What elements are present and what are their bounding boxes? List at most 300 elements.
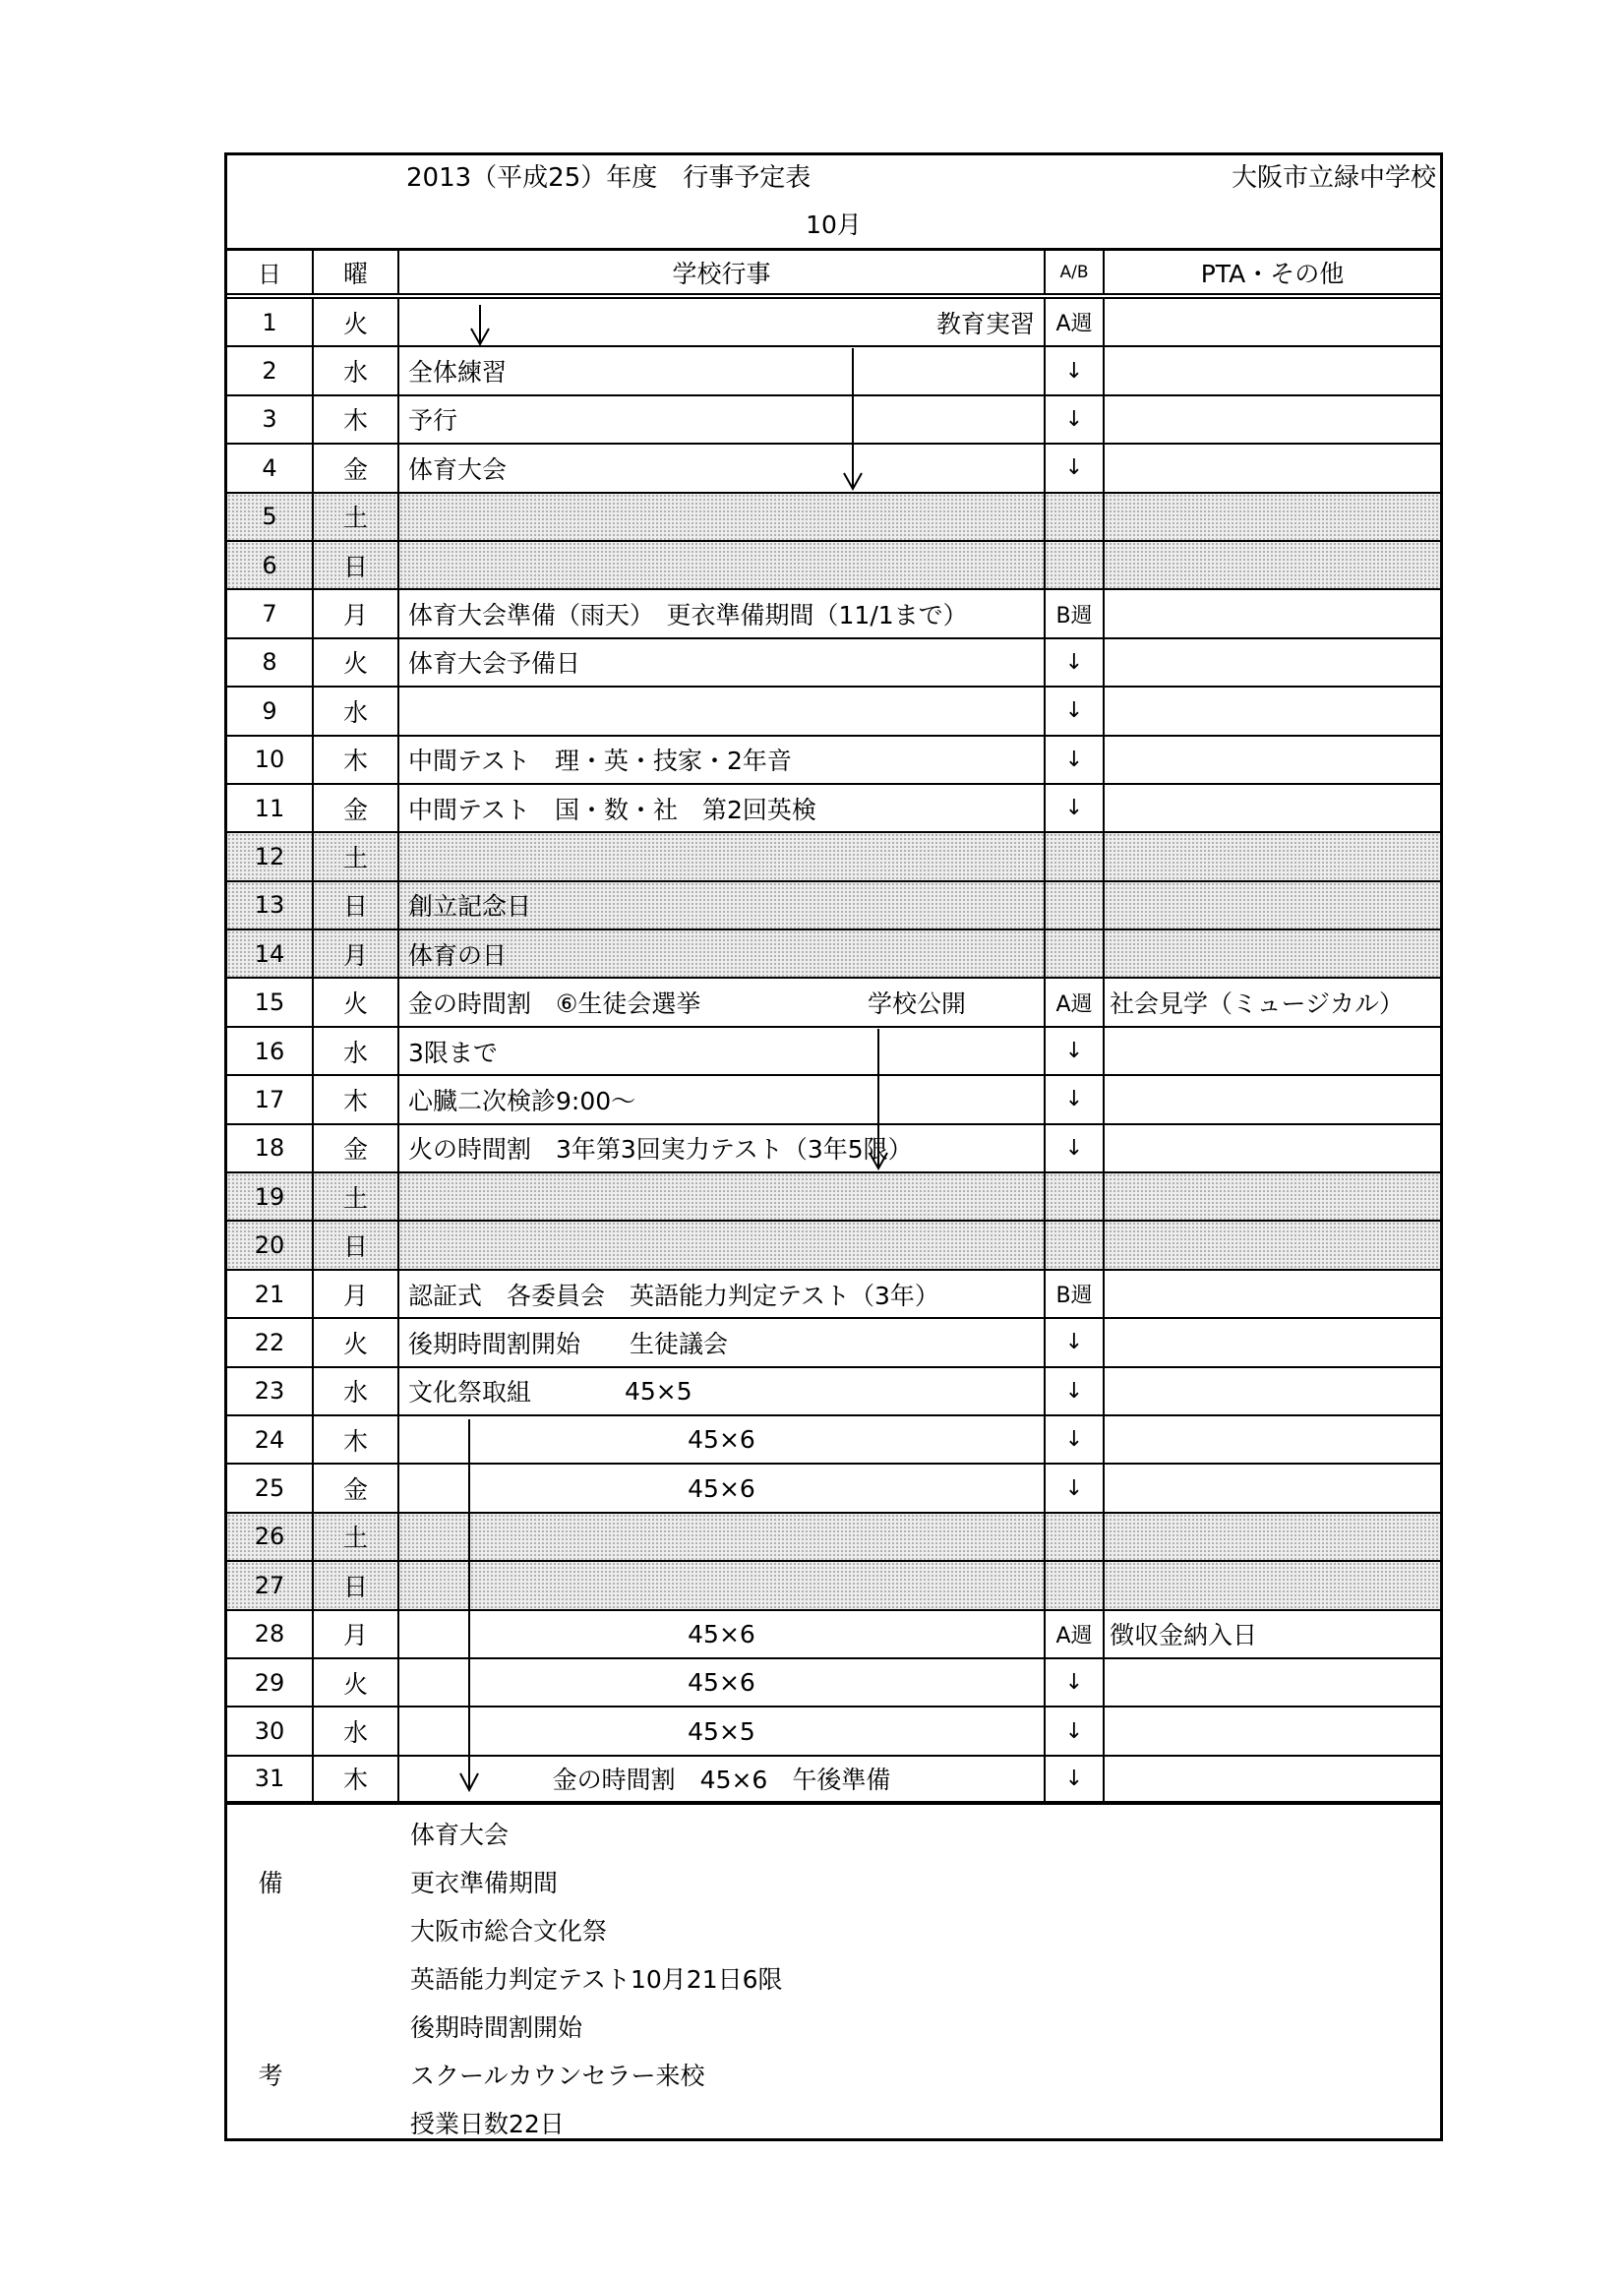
schedule-row bbox=[227, 930, 1440, 979]
schedule-row bbox=[227, 590, 1440, 638]
pta-cell bbox=[1105, 1222, 1440, 1268]
ab-week-cell bbox=[1046, 494, 1105, 540]
schedule-row bbox=[227, 1319, 1440, 1367]
weekday-text: 月 bbox=[342, 940, 368, 970]
ab-week-text: ↓ bbox=[1064, 1087, 1084, 1112]
events-text: 45×6 bbox=[688, 1425, 755, 1455]
day-text: 23 bbox=[254, 1377, 285, 1406]
schedule-sheet bbox=[224, 152, 1443, 2141]
events-cell bbox=[399, 833, 1046, 879]
ab-week-text: ↓ bbox=[1064, 747, 1084, 772]
events-text: 中間テスト 理・英・技家・2年音 bbox=[408, 747, 792, 776]
weekday-cell bbox=[314, 1465, 399, 1511]
weekday-text: 木 bbox=[342, 406, 368, 436]
ab-week-text: ↓ bbox=[1064, 455, 1084, 481]
schedule-row bbox=[227, 494, 1440, 542]
weekday-cell bbox=[314, 1562, 399, 1608]
ab-week-cell bbox=[1046, 1611, 1105, 1657]
pta-cell bbox=[1105, 882, 1440, 929]
day-text: 11 bbox=[254, 794, 285, 822]
events-cell bbox=[399, 1514, 1046, 1560]
weekday-text: 月 bbox=[342, 1281, 368, 1310]
weekday-cell bbox=[314, 639, 399, 686]
weekday-text: 木 bbox=[342, 747, 368, 776]
remarks-section bbox=[227, 1805, 1440, 2138]
day-cell bbox=[227, 1514, 314, 1560]
events-text: 45×6 bbox=[688, 1668, 755, 1698]
day-text: 29 bbox=[254, 1668, 285, 1697]
events-text: 予行 bbox=[408, 406, 458, 436]
schedule-row bbox=[227, 347, 1440, 395]
page-title: 2013（平成25）年度 行事予定表 bbox=[406, 163, 812, 193]
events-cell bbox=[399, 1416, 1046, 1463]
day-text: 8 bbox=[262, 648, 277, 677]
day-cell bbox=[227, 1416, 314, 1463]
weekday-cell bbox=[314, 785, 399, 831]
events-text: 火の時間割 3年第3回実力テスト（3年5限） bbox=[408, 1135, 913, 1165]
ab-week-cell bbox=[1046, 639, 1105, 686]
schedule-row bbox=[227, 396, 1440, 445]
events-cell bbox=[399, 1708, 1046, 1754]
ab-week-cell bbox=[1046, 1416, 1105, 1463]
sheet-header bbox=[227, 155, 1440, 251]
schedule-row bbox=[227, 639, 1440, 688]
schedule-row bbox=[227, 1222, 1440, 1270]
weekday-text: 金 bbox=[342, 1135, 368, 1165]
school-name: 大阪市立緑中学校 bbox=[1231, 163, 1436, 193]
weekday-cell bbox=[314, 299, 399, 345]
events-text: 45×5 bbox=[688, 1716, 755, 1746]
weekday-text: 火 bbox=[342, 1329, 368, 1358]
day-text: 24 bbox=[254, 1425, 285, 1454]
weekday-text: 日 bbox=[342, 1232, 368, 1262]
day-cell bbox=[227, 347, 314, 393]
weekday-cell bbox=[314, 1708, 399, 1754]
events-text: 45×6 bbox=[688, 1473, 755, 1503]
schedule-body bbox=[227, 299, 1440, 1805]
weekday-cell bbox=[314, 1319, 399, 1365]
weekday-text: 水 bbox=[342, 1378, 368, 1408]
events-cell bbox=[399, 542, 1046, 588]
weekday-cell bbox=[314, 1757, 399, 1801]
ab-week-text: A週 bbox=[1055, 312, 1093, 337]
schedule-row bbox=[227, 1271, 1440, 1319]
ab-week-cell bbox=[1046, 396, 1105, 443]
events-cell bbox=[399, 347, 1046, 393]
events-cell bbox=[399, 930, 1046, 977]
day-cell bbox=[227, 979, 314, 1025]
weekday-cell bbox=[314, 1659, 399, 1706]
day-cell bbox=[227, 445, 314, 491]
ab-week-cell bbox=[1046, 737, 1105, 783]
weekday-text: 水 bbox=[342, 358, 368, 388]
events-cell bbox=[399, 1173, 1046, 1220]
events-text: 体育大会予備日 bbox=[408, 649, 581, 679]
events-cell bbox=[399, 1611, 1046, 1657]
events-text: 創立記念日 bbox=[408, 892, 532, 922]
events-cell bbox=[399, 737, 1046, 783]
day-cell bbox=[227, 1708, 314, 1754]
weekday-cell bbox=[314, 1514, 399, 1560]
weekday-text: 火 bbox=[342, 1669, 368, 1699]
events-cell bbox=[399, 445, 1046, 491]
day-cell bbox=[227, 1076, 314, 1122]
events-text: 全体練習 bbox=[408, 358, 508, 388]
weekday-cell bbox=[314, 1611, 399, 1657]
weekday-text: 土 bbox=[342, 1183, 368, 1213]
pta-cell bbox=[1105, 1611, 1440, 1657]
day-text: 20 bbox=[254, 1231, 285, 1260]
remarks-item: 体育大会 bbox=[410, 1821, 510, 1850]
weekday-text: 月 bbox=[342, 601, 368, 630]
schedule-row bbox=[227, 1611, 1440, 1659]
ab-week-cell bbox=[1046, 1125, 1105, 1171]
pta-cell bbox=[1105, 1659, 1440, 1706]
events-cell bbox=[399, 1757, 1046, 1801]
weekday-text: 金 bbox=[342, 795, 368, 824]
day-text: 14 bbox=[254, 939, 285, 968]
day-cell bbox=[227, 833, 314, 879]
remarks-label-top: 備 bbox=[258, 1869, 283, 1898]
ab-week-text: ↓ bbox=[1064, 406, 1084, 432]
pta-cell bbox=[1105, 639, 1440, 686]
weekday-cell bbox=[314, 445, 399, 491]
ab-week-cell bbox=[1046, 1368, 1105, 1414]
schedule-row bbox=[227, 299, 1440, 347]
events-cell bbox=[399, 494, 1046, 540]
day-text: 13 bbox=[254, 891, 285, 920]
ab-week-text: ↓ bbox=[1064, 796, 1084, 821]
column-header-events bbox=[399, 251, 1046, 293]
column-header-ab-label: A/B bbox=[1059, 262, 1089, 282]
events-cell bbox=[399, 1271, 1046, 1317]
events-text: 教育実習 bbox=[935, 309, 1035, 338]
ab-week-cell bbox=[1046, 1562, 1105, 1608]
schedule-row bbox=[227, 1076, 1440, 1124]
ab-week-cell bbox=[1046, 930, 1105, 977]
day-text: 26 bbox=[254, 1523, 285, 1551]
pta-cell bbox=[1105, 1173, 1440, 1220]
day-text: 25 bbox=[254, 1474, 285, 1503]
events-text: 認証式 各委員会 英語能力判定テスト（3年） bbox=[408, 1281, 939, 1310]
pta-cell bbox=[1105, 688, 1440, 734]
weekday-cell bbox=[314, 737, 399, 783]
day-text: 27 bbox=[254, 1571, 285, 1599]
day-cell bbox=[227, 1368, 314, 1414]
weekday-cell bbox=[314, 494, 399, 540]
pta-cell bbox=[1105, 1028, 1440, 1074]
day-text: 12 bbox=[254, 842, 285, 870]
weekday-cell bbox=[314, 688, 399, 734]
schedule-row bbox=[227, 1514, 1440, 1562]
remarks-list bbox=[410, 1811, 783, 2148]
events-cell bbox=[399, 1465, 1046, 1511]
day-cell bbox=[227, 1125, 314, 1171]
pta-cell bbox=[1105, 833, 1440, 879]
day-text: 4 bbox=[262, 453, 277, 482]
schedule-row bbox=[227, 882, 1440, 930]
weekday-cell bbox=[314, 1173, 399, 1220]
day-cell bbox=[227, 1028, 314, 1074]
day-cell bbox=[227, 1319, 314, 1365]
pta-cell bbox=[1105, 737, 1440, 783]
schedule-row bbox=[227, 1465, 1440, 1513]
weekday-text: 日 bbox=[342, 552, 368, 581]
events-cell bbox=[399, 590, 1046, 636]
pta-cell bbox=[1105, 1319, 1440, 1365]
ab-week-text: ↓ bbox=[1064, 1718, 1084, 1744]
schedule-row bbox=[227, 979, 1440, 1027]
schedule-row bbox=[227, 688, 1440, 736]
pta-cell bbox=[1105, 1708, 1440, 1754]
schedule-row bbox=[227, 833, 1440, 881]
ab-week-text: ↓ bbox=[1064, 1427, 1084, 1453]
pta-cell bbox=[1105, 590, 1440, 636]
weekday-text: 火 bbox=[342, 989, 368, 1019]
weekday-cell bbox=[314, 1125, 399, 1171]
pta-text: 社会見学（ミュージカル） bbox=[1110, 989, 1405, 1019]
pta-cell bbox=[1105, 1757, 1440, 1801]
day-text: 28 bbox=[254, 1620, 285, 1648]
schedule-row bbox=[227, 1757, 1440, 1805]
events-text: 体育大会準備（雨天） 更衣準備期間（11/1まで） bbox=[408, 601, 968, 630]
pta-cell bbox=[1105, 1368, 1440, 1414]
ab-week-cell bbox=[1046, 1319, 1105, 1365]
weekday-cell bbox=[314, 1271, 399, 1317]
remarks-item: スクールカウンセラー来校 bbox=[410, 2062, 705, 2091]
events-text: 45×6 bbox=[688, 1619, 755, 1648]
pta-cell bbox=[1105, 1465, 1440, 1511]
day-text: 9 bbox=[262, 696, 277, 725]
day-text: 18 bbox=[254, 1134, 285, 1163]
ab-week-cell bbox=[1046, 979, 1105, 1025]
schedule-row bbox=[227, 785, 1440, 833]
weekday-cell bbox=[314, 930, 399, 977]
schedule-row bbox=[227, 737, 1440, 785]
weekday-text: 木 bbox=[342, 1086, 368, 1115]
day-text: 16 bbox=[254, 1037, 285, 1065]
column-header-day bbox=[227, 251, 314, 293]
events-cell bbox=[399, 299, 1046, 345]
day-text: 19 bbox=[254, 1182, 285, 1211]
weekday-cell bbox=[314, 590, 399, 636]
weekday-text: 土 bbox=[342, 1524, 368, 1553]
day-text: 5 bbox=[262, 503, 277, 531]
day-text: 17 bbox=[254, 1085, 285, 1113]
ab-week-text: A週 bbox=[1055, 1623, 1093, 1648]
day-text: 2 bbox=[262, 357, 277, 386]
schedule-row bbox=[227, 1708, 1440, 1756]
pta-text: 徴収金納入日 bbox=[1110, 1621, 1258, 1650]
ab-week-cell bbox=[1046, 590, 1105, 636]
ab-week-cell bbox=[1046, 1465, 1105, 1511]
events-cell bbox=[399, 882, 1046, 929]
weekday-text: 水 bbox=[342, 1718, 368, 1748]
ab-week-text: ↓ bbox=[1064, 1378, 1084, 1404]
ab-week-text: B週 bbox=[1055, 603, 1093, 629]
day-cell bbox=[227, 882, 314, 929]
events-text: 3限まで bbox=[408, 1038, 498, 1067]
weekday-text: 火 bbox=[342, 309, 368, 338]
schedule-row bbox=[227, 1416, 1440, 1465]
pta-cell bbox=[1105, 1125, 1440, 1171]
day-cell bbox=[227, 494, 314, 540]
pta-cell bbox=[1105, 1416, 1440, 1463]
events-note-text: 45×5 bbox=[625, 1376, 692, 1406]
events-text: 体育大会 bbox=[408, 454, 508, 484]
events-text: 文化祭取組 bbox=[408, 1378, 532, 1408]
schedule-row bbox=[227, 542, 1440, 590]
events-cell bbox=[399, 1319, 1046, 1365]
pta-cell bbox=[1105, 1562, 1440, 1608]
ab-week-cell bbox=[1046, 445, 1105, 491]
day-text: 3 bbox=[262, 405, 277, 434]
month-label: 10月 bbox=[806, 210, 862, 239]
day-text: 31 bbox=[254, 1765, 285, 1793]
weekday-text: 水 bbox=[342, 1038, 368, 1067]
ab-week-cell bbox=[1046, 1271, 1105, 1317]
remarks-item: 授業日数22日 bbox=[410, 2110, 565, 2139]
ab-week-cell bbox=[1046, 1659, 1105, 1706]
weekday-text: 金 bbox=[342, 1475, 368, 1505]
day-text: 6 bbox=[262, 551, 277, 579]
day-cell bbox=[227, 1173, 314, 1220]
ab-week-text: B週 bbox=[1055, 1284, 1093, 1308]
pta-cell bbox=[1105, 542, 1440, 588]
weekday-cell bbox=[314, 542, 399, 588]
day-cell bbox=[227, 1562, 314, 1608]
day-cell bbox=[227, 688, 314, 734]
pta-cell bbox=[1105, 347, 1440, 393]
ab-week-text: ↓ bbox=[1064, 649, 1084, 675]
day-cell bbox=[227, 396, 314, 443]
pta-cell bbox=[1105, 299, 1440, 345]
ab-week-text: ↓ bbox=[1064, 1039, 1084, 1064]
weekday-cell bbox=[314, 1368, 399, 1414]
weekday-text: 日 bbox=[342, 892, 368, 922]
ab-week-cell bbox=[1046, 882, 1105, 929]
ab-week-cell bbox=[1046, 1222, 1105, 1268]
events-note-text: 学校公開 bbox=[868, 989, 967, 1019]
events-text: 中間テスト 国・数・社 第2回英検 bbox=[408, 795, 816, 824]
events-cell bbox=[399, 1125, 1046, 1171]
ab-week-cell bbox=[1046, 1514, 1105, 1560]
column-header-ab bbox=[1046, 251, 1105, 293]
day-cell bbox=[227, 785, 314, 831]
ab-week-cell bbox=[1046, 785, 1105, 831]
pta-cell bbox=[1105, 1076, 1440, 1122]
events-text: 金の時間割 ⑥生徒会選挙 bbox=[408, 989, 701, 1019]
events-cell bbox=[399, 1222, 1046, 1268]
column-header-row bbox=[227, 251, 1440, 299]
day-cell bbox=[227, 1465, 314, 1511]
schedule-row bbox=[227, 1562, 1440, 1610]
weekday-text: 日 bbox=[342, 1572, 368, 1601]
day-text: 10 bbox=[254, 746, 285, 774]
ab-week-cell bbox=[1046, 1173, 1105, 1220]
ab-week-cell bbox=[1046, 688, 1105, 734]
day-cell bbox=[227, 1271, 314, 1317]
schedule-row bbox=[227, 1173, 1440, 1222]
remarks-label-bottom: 考 bbox=[258, 2062, 283, 2091]
schedule-row bbox=[227, 445, 1440, 493]
column-header-weekday-label: 曜 bbox=[342, 259, 368, 288]
day-cell bbox=[227, 542, 314, 588]
events-cell bbox=[399, 688, 1046, 734]
day-cell bbox=[227, 1659, 314, 1706]
pta-cell bbox=[1105, 1514, 1440, 1560]
column-header-weekday bbox=[314, 251, 399, 293]
ab-week-text: ↓ bbox=[1064, 1135, 1084, 1161]
remarks-item: 英語能力判定テスト10月21日6限 bbox=[410, 1965, 783, 1995]
events-cell bbox=[399, 1562, 1046, 1608]
weekday-cell bbox=[314, 1076, 399, 1122]
remarks-item: 更衣準備期間 bbox=[410, 1869, 559, 1898]
day-cell bbox=[227, 1757, 314, 1801]
events-text: 金の時間割 45×6 午後準備 bbox=[552, 1766, 891, 1795]
column-header-events-label: 学校行事 bbox=[672, 259, 771, 288]
weekday-text: 火 bbox=[342, 649, 368, 679]
ab-week-text: ↓ bbox=[1064, 698, 1084, 724]
weekday-cell bbox=[314, 347, 399, 393]
day-cell bbox=[227, 1611, 314, 1657]
pta-cell bbox=[1105, 979, 1440, 1025]
ab-week-cell bbox=[1046, 542, 1105, 588]
ab-week-cell bbox=[1046, 1708, 1105, 1754]
ab-week-text: ↓ bbox=[1064, 1330, 1084, 1355]
weekday-text: 月 bbox=[342, 1621, 368, 1650]
day-text: 15 bbox=[254, 989, 285, 1017]
events-cell bbox=[399, 1028, 1046, 1074]
day-cell bbox=[227, 590, 314, 636]
pta-cell bbox=[1105, 1271, 1440, 1317]
ab-week-text: A週 bbox=[1055, 991, 1093, 1017]
weekday-cell bbox=[314, 1416, 399, 1463]
day-cell bbox=[227, 930, 314, 977]
weekday-cell bbox=[314, 1028, 399, 1074]
column-header-pta bbox=[1105, 251, 1440, 293]
pta-cell bbox=[1105, 445, 1440, 491]
events-cell bbox=[399, 396, 1046, 443]
pta-cell bbox=[1105, 494, 1440, 540]
events-cell bbox=[399, 979, 1046, 1025]
day-cell bbox=[227, 299, 314, 345]
day-text: 30 bbox=[254, 1717, 285, 1746]
weekday-cell bbox=[314, 882, 399, 929]
column-header-day-label: 日 bbox=[258, 261, 281, 288]
events-text: 体育の日 bbox=[408, 940, 508, 970]
weekday-cell bbox=[314, 396, 399, 443]
day-text: 7 bbox=[262, 600, 277, 629]
ab-week-cell bbox=[1046, 1757, 1105, 1801]
weekday-cell bbox=[314, 833, 399, 879]
events-text: 後期時間割開始 生徒議会 bbox=[408, 1329, 729, 1358]
weekday-text: 木 bbox=[342, 1766, 368, 1795]
ab-week-text: ↓ bbox=[1064, 1766, 1084, 1791]
events-text: 心臓二次検診9:00～ bbox=[408, 1086, 636, 1115]
events-cell bbox=[399, 785, 1046, 831]
pta-cell bbox=[1105, 930, 1440, 977]
pta-cell bbox=[1105, 785, 1440, 831]
ab-week-cell bbox=[1046, 1028, 1105, 1074]
ab-week-text: ↓ bbox=[1064, 358, 1084, 384]
schedule-row bbox=[227, 1368, 1440, 1416]
schedule-row bbox=[227, 1028, 1440, 1076]
ab-week-cell bbox=[1046, 833, 1105, 879]
weekday-text: 土 bbox=[342, 843, 368, 872]
schedule-row bbox=[227, 1125, 1440, 1173]
events-cell bbox=[399, 1659, 1046, 1706]
